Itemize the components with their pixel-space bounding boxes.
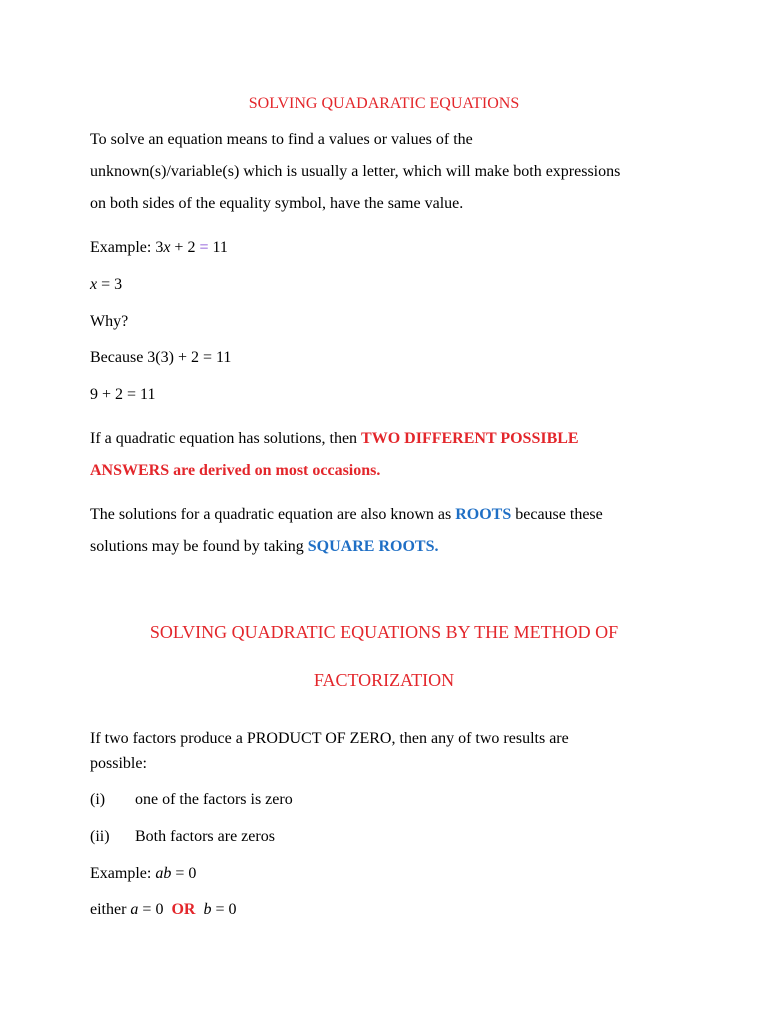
square-roots-keyword: SQUARE ROOTS. bbox=[307, 538, 439, 555]
example-2-var: ab bbox=[155, 865, 172, 882]
list-item bbox=[90, 827, 275, 847]
example-1-rhs: 11 bbox=[208, 239, 228, 256]
quadratic-note-line-1 bbox=[90, 429, 579, 449]
or-keyword: OR bbox=[171, 901, 196, 918]
section-2-title-line-1: SOLVING QUADRATIC EQUATIONS BY THE METHOD OF bbox=[149, 622, 619, 642]
list-item-text: one of the factors is zero bbox=[135, 791, 293, 808]
page-title: SOLVING QUADARATIC EQUATIONS bbox=[248, 95, 520, 112]
quadratic-note-lead: If a quadratic equation has solutions, then bbox=[90, 430, 362, 447]
example-1-answer bbox=[90, 275, 122, 295]
example-2-rest: = 0 bbox=[171, 865, 197, 882]
example-2-equation bbox=[90, 864, 196, 884]
intro-line-1: To solve an equation means to find a values or values of the bbox=[90, 131, 473, 148]
var-b: b bbox=[203, 901, 212, 918]
roots-note-line-2 bbox=[90, 537, 438, 557]
example-1-var: x bbox=[163, 239, 171, 256]
intro-line-2: unknown(s)/variable(s) which is usually a letter, which will make both expressions bbox=[90, 163, 621, 180]
quadratic-note-highlight-2: ANSWERS are derived on most occasions. bbox=[90, 462, 381, 479]
example-1-sum: 9 + 2 = 11 bbox=[90, 386, 156, 403]
example-1-answer-var: x bbox=[90, 276, 98, 293]
list-item-text: Both factors are zeros bbox=[135, 828, 275, 845]
example-1-label: Example: 3 bbox=[90, 239, 164, 256]
quadratic-note-highlight-1: TWO DIFFERENT POSSIBLE bbox=[361, 430, 579, 447]
section-2-title-line-2: FACTORIZATION bbox=[313, 670, 455, 690]
example-1-because: Because 3(3) + 2 = 11 bbox=[90, 349, 232, 366]
factors-line-2: possible: bbox=[90, 755, 147, 772]
roots-note-line-1 bbox=[90, 505, 603, 525]
list-item-number: (ii) bbox=[90, 828, 110, 845]
roots-note-part-3: solutions may be found by taking bbox=[90, 538, 308, 555]
intro-line-3: on both sides of the equality symbol, have the same value. bbox=[90, 195, 464, 212]
example-1-equals: = bbox=[199, 239, 209, 256]
example-1-answer-rest: = 3 bbox=[97, 276, 123, 293]
roots-note-part-1: The solutions for a quadratic equation are also known as bbox=[90, 506, 456, 523]
example-2-either bbox=[90, 900, 236, 920]
example-1-why: Why? bbox=[90, 313, 129, 330]
list-item bbox=[90, 790, 293, 810]
var-a: a bbox=[130, 901, 139, 918]
b-rest: = 0 bbox=[211, 901, 237, 918]
list-item-number: (i) bbox=[90, 791, 106, 808]
example-1-plus: + 2 bbox=[170, 239, 200, 256]
either-word: either bbox=[90, 901, 131, 918]
example-1-equation bbox=[90, 238, 228, 258]
factors-line-1: If two factors produce a PRODUCT OF ZERO, then any of two results are bbox=[90, 730, 569, 747]
roots-keyword: ROOTS bbox=[455, 506, 512, 523]
example-2-label: Example: bbox=[90, 865, 156, 882]
roots-note-part-2: because these bbox=[511, 506, 603, 523]
a-rest: = 0 bbox=[138, 901, 172, 918]
